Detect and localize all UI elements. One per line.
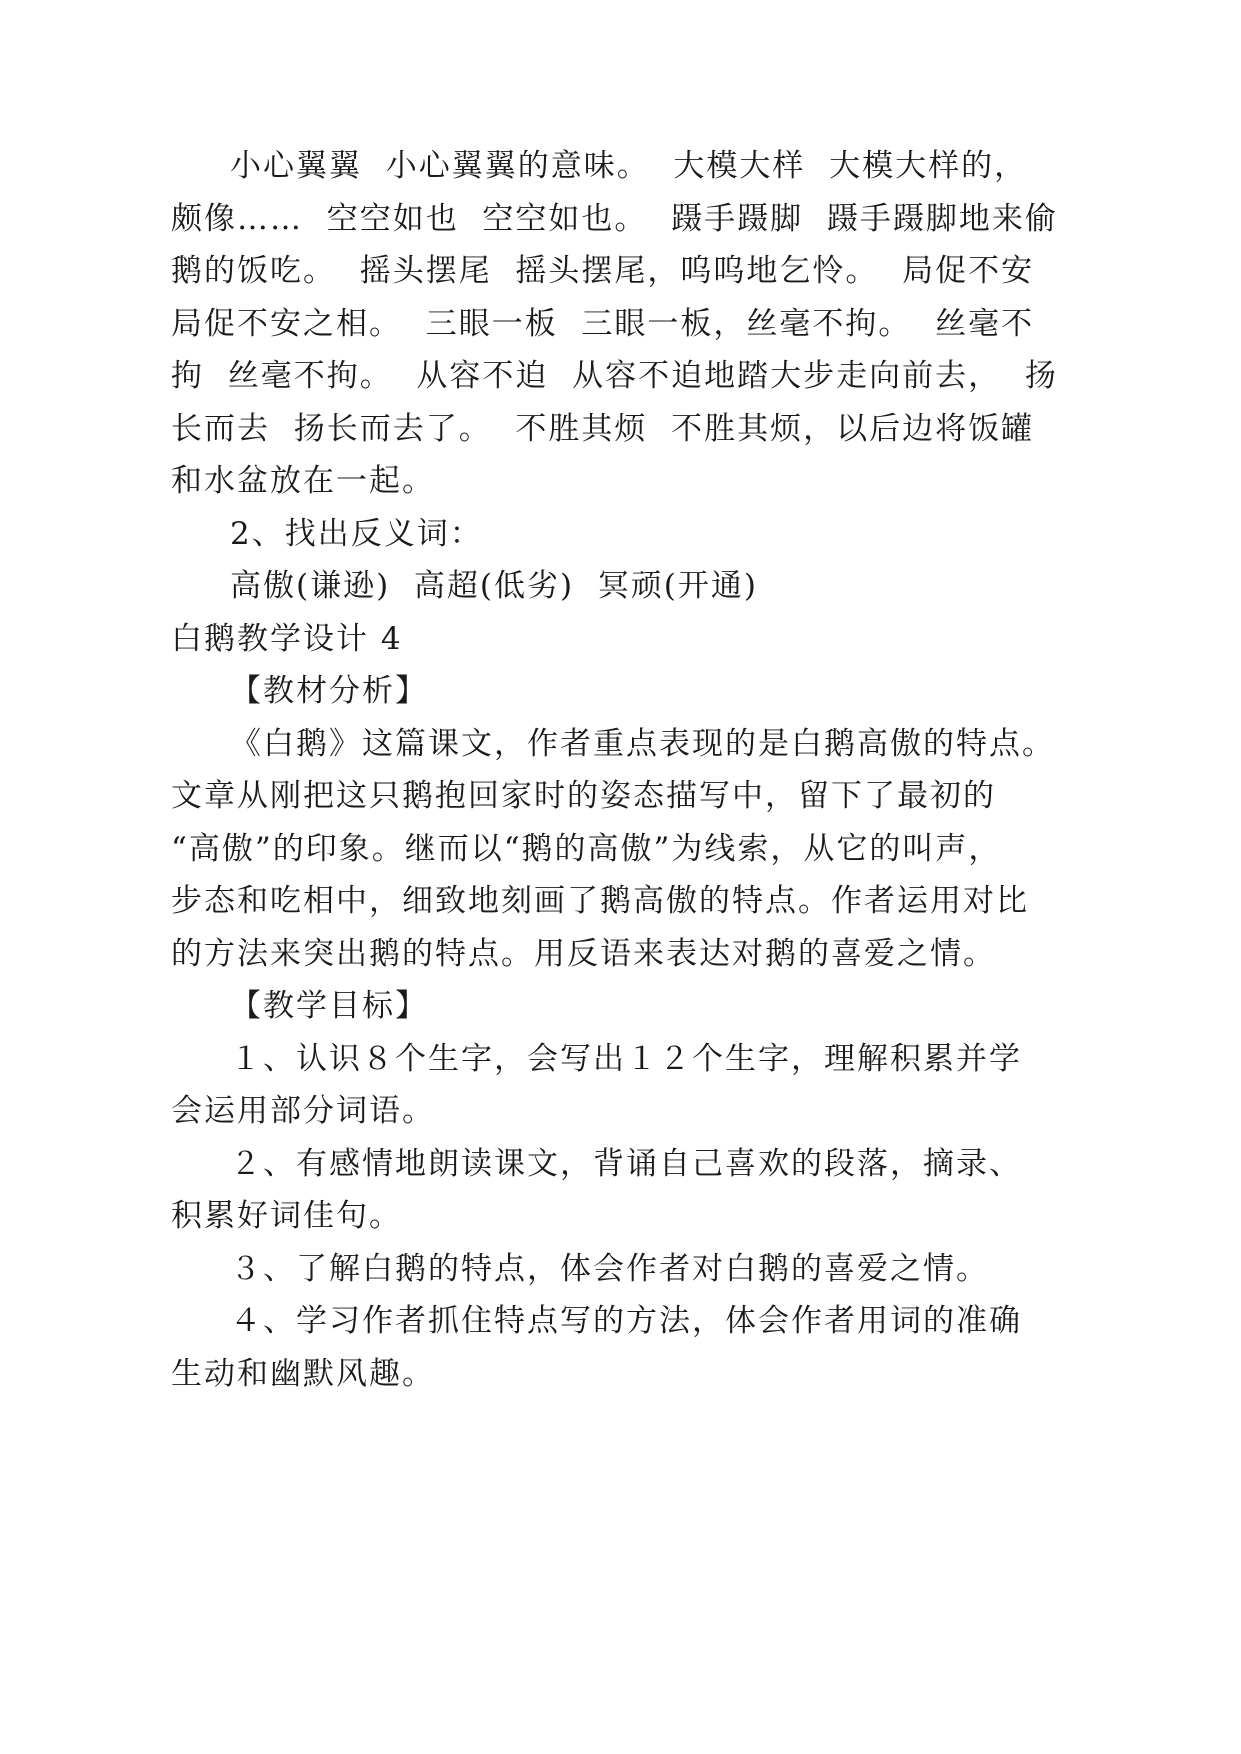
section-heading: 【教材分析】 bbox=[230, 673, 428, 709]
text-line: 鹅的饭吃。 摇头摆尾 摇头摆尾，呜呜地乞怜。 局促不安 bbox=[171, 253, 1035, 289]
text-line: 颇像…… 空空如也 空空如也。 蹑手蹑脚 蹑手蹑脚地来偷 bbox=[171, 201, 1058, 237]
text-line: 的方法来突出鹅的特点。用反语来表达对鹅的喜爱之情。 bbox=[171, 936, 996, 972]
text-line: 积累好词佳句。 bbox=[171, 1198, 402, 1234]
document-title: 白鹅教学设计 4 bbox=[171, 621, 403, 657]
text-line: 生动和幽默风趣。 bbox=[171, 1356, 435, 1392]
section-heading: 【教学目标】 bbox=[230, 988, 428, 1024]
text-line: ３、了解白鹅的特点，体会作者对白鹅的喜爱之情。 bbox=[230, 1251, 989, 1287]
text-line: 会运用部分词语。 bbox=[171, 1093, 435, 1129]
text-line: 《白鹅》这篇课文，作者重点表现的是白鹅高傲的特点。 bbox=[230, 726, 1055, 762]
text-line: 小心翼翼 小心翼翼的意味。 大模大样 大模大样的， bbox=[230, 148, 1028, 184]
text-line: 文章从刚把这只鹅抱回家时的姿态描写中，留下了最初的 bbox=[171, 778, 996, 814]
text-line: １、认识８个生字，会写出１２个生字，理解积累并学 bbox=[230, 1041, 1022, 1077]
text-line: ２、有感情地朗读课文，背诵自己喜欢的段落，摘录、 bbox=[230, 1146, 1022, 1182]
text-line: 局促不安之相。 三眼一板 三眼一板，丝毫不拘。 丝毫不 bbox=[171, 306, 1035, 342]
section-heading: 2、找出反义词： bbox=[230, 516, 483, 552]
text-line: “高傲”的印象。继而以“鹅的高傲”为线索，从它的叫声， bbox=[171, 831, 1002, 867]
text-line: 和水盆放在一起。 bbox=[171, 463, 435, 499]
text-line: 高傲(谦逊) 高超(低劣) 冥顽(开通) bbox=[230, 568, 758, 604]
text-line: ４、学习作者抓住特点写的方法，体会作者用词的准确 bbox=[230, 1303, 1022, 1339]
text-line: 拘 丝毫不拘。 从容不迫 从容不迫地踏大步走向前去， 扬 bbox=[171, 358, 1058, 394]
text-line: 长而去 扬长而去了。 不胜其烦 不胜其烦，以后边将饭罐 bbox=[171, 411, 1035, 447]
text-line: 步态和吃相中，细致地刻画了鹅高傲的特点。作者运用对比 bbox=[171, 883, 1029, 919]
